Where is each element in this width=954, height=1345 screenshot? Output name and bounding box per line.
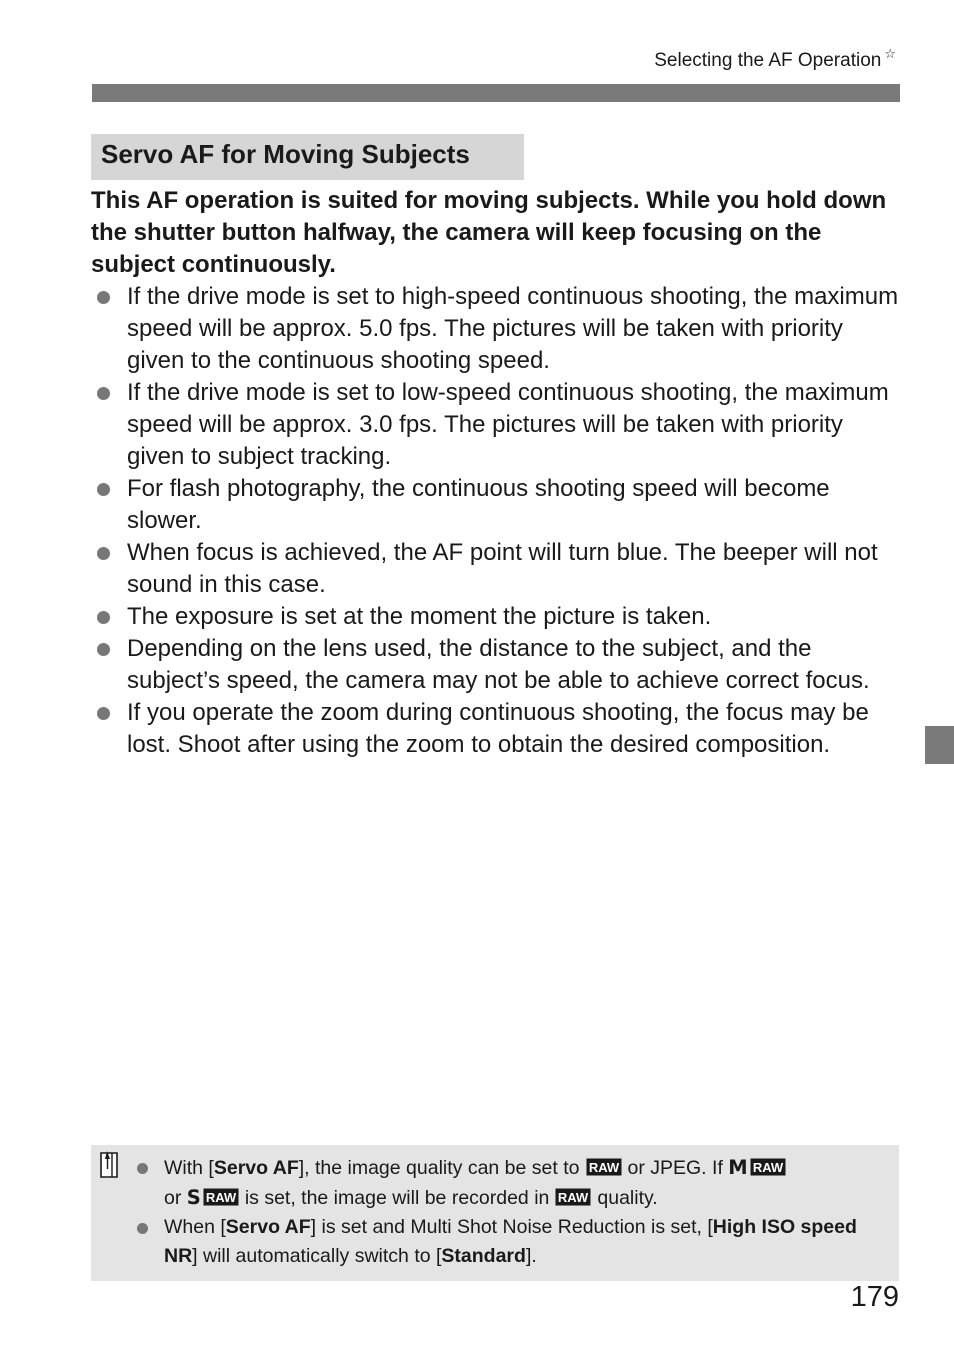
note-item: With [Servo AF], the image quality can be set to RAW or JPEG. If M RAW or S RAW is set, the image will be recorded in RAW quality. [133,1153,885,1213]
header-rule [92,84,900,102]
svg-text:RAW: RAW [752,1160,783,1175]
list-item: If the drive mode is set to low-speed continuous shooting, the maximum speed will be approx. 3.0 fps. The pictures will be taken with priority given to subject tracking. [91,377,906,473]
bullet-icon [137,1163,148,1174]
memo-icon [99,1149,119,1179]
m-size-icon: M [728,1156,748,1179]
list-item: The exposure is set at the moment the picture is taken. [91,601,906,633]
intro-paragraph: This AF operation is suited for moving subjects. While you hold down the shutter button halfway, the camera will keep focusing on the subject continuously. [91,187,887,278]
s-size-icon: S [186,1186,201,1209]
list-item: When focus is achieved, the AF point will turn blue. The beeper will not sound in this case. [91,537,906,601]
note-list [133,1153,885,1271]
note-item: When [Servo AF] is set and Multi Shot Noise Reduction is set, [High ISO speed NR] will automatically switch to [Standard]. [133,1213,885,1271]
star-icon: ☆ [884,46,896,61]
list-item: Depending on the lens used, the distance to the subject, and the subject’s speed, the camera may not be able to achieve correct focus. [91,633,906,697]
list-item: For flash photography, the continuous shooting speed will become slower. [91,473,906,537]
list-item: If the drive mode is set to high-speed continuous shooting, the maximum speed will be approx. 5.0 fps. The pictures will be taken with priority given to the continuous shooting speed. [91,281,906,377]
raw-quality-icon [555,1188,591,1206]
bullet-icon [97,547,110,560]
bullet-icon [97,611,110,624]
running-header [654,46,896,72]
raw-quality-icon [586,1158,622,1176]
svg-text:RAW: RAW [588,1160,619,1175]
chapter-tab [925,726,954,764]
bullet-icon [97,291,110,304]
list-item: If you operate the zoom during continuous shooting, the focus may be lost. Shoot after using the zoom to obtain the desired composition. [91,697,906,761]
section-heading: Servo AF for Moving Subjects [91,134,524,180]
bullet-icon [97,483,110,496]
running-header-title: Selecting the AF Operation [654,50,882,71]
svg-text:RAW: RAW [205,1190,236,1205]
raw-quality-icon [750,1158,786,1176]
raw-quality-icon [203,1188,239,1206]
bullet-list [91,281,906,761]
note-box [91,1145,899,1281]
bullet-icon [97,643,110,656]
bullet-icon [97,387,110,400]
bullet-icon [137,1223,148,1234]
bullet-icon [97,707,110,720]
page-number: 179 [850,1281,899,1313]
svg-text:RAW: RAW [558,1190,589,1205]
